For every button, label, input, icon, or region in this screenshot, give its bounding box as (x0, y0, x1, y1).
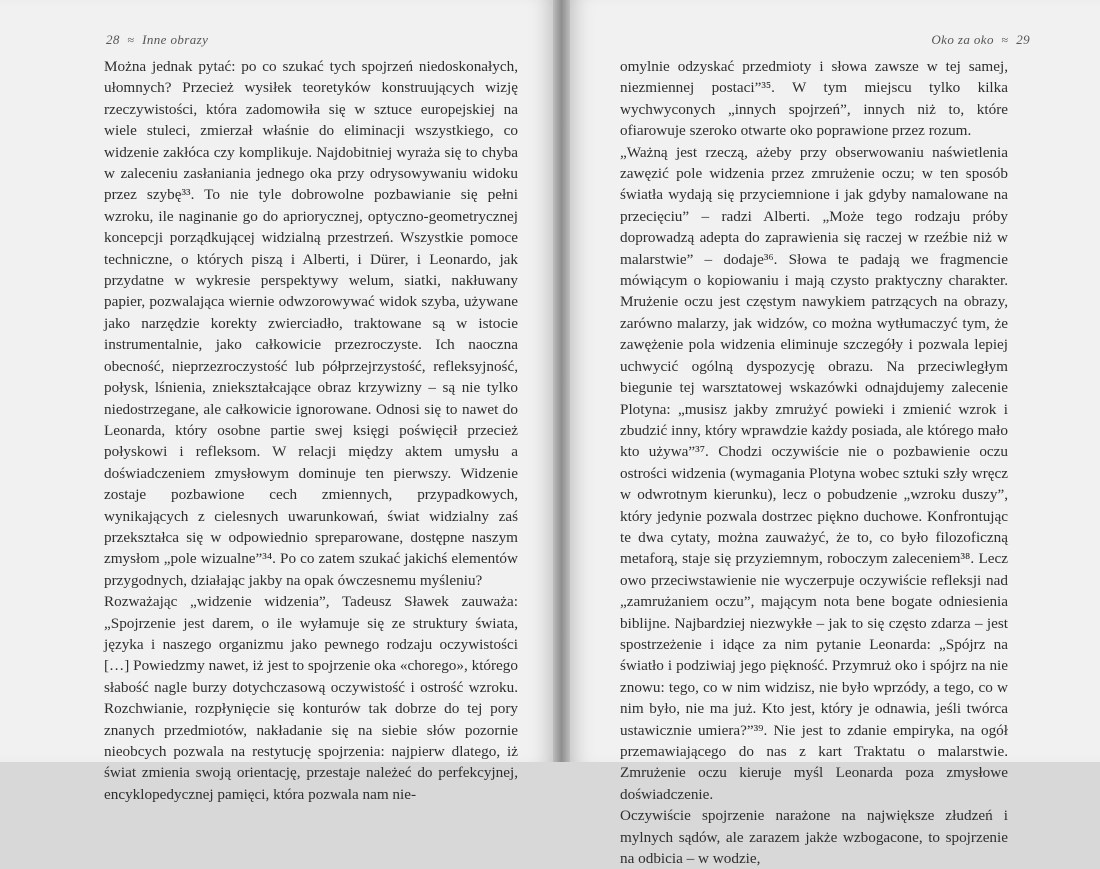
left-page (0, 0, 553, 803)
ornament-icon: ≈ (127, 33, 135, 47)
ornament-icon: ≈ (1001, 33, 1009, 47)
left-page-number: 28 (106, 32, 120, 47)
paragraph: Rozważając „widzenie widzenia”, Tadeusz Sławek zauważa: „Spojrzenie jest darem, o ile wyłamuje się ze struktury świata, języka i naszego organizmu jako pewnego rodzaju oczywistości […] Powiedzmy nawet, iż jest to spojrzenie oka «chorego», którego słabość nagle burzy dotychczasową oczywistość i ostrość wzroku. Rozchwianie, rozpłynięcie się konturów tak dobrze do tej pory znanych przedmiotów, nakładanie się na siebie słów pozornie nieobcych pozwala na restytucję spojrzenia: najpierw dlatego, iż świat zmienia swoją orientację, przestaje należeć do perfekcyjnej, encyklopedycznej pamięci, która pozwala nam nie- (104, 593, 518, 803)
right-body-text (620, 56, 1008, 869)
paragraph: omylnie odzyskać przedmioty i słowa zawsze w tej samej, niezmiennej postaci”³⁵. W tym miejscu tylko kilka wychwyconych „innych spojrzeń”, innych niż to, które ofiarowuje szeroko otwarte oko poprawione przez rozum. (620, 58, 1008, 140)
paragraph: „Ważną jest rzeczą, ażeby przy obserwowaniu naświetlenia zawęzić pole widzenia przez zmrużenie oczu; w ten sposób światła wydają się przyciemnione i jak gdyby namalowane na przecięciu” – radzi Alberti. „Może tego rodzaju próby doprowadzą adepta do zaprawienia się raczej w rzeźbie niż w malarstwie” – dodaje³⁶. Słowa te padają we fragmencie mówiącym o kopiowaniu i mają czysto praktyczny charakter. Mrużenie oczu jest częstym nawykiem patrzących na obrazy, zarówno malarzy, jak widzów, co można wytłumaczyć tym, że zawężenie pola widzenia eliminuje szczegóły i pozwala lepiej uchwycić ogólną dyspozycję obrazu. Na przeciwległym biegunie tej warsztatowej wskazówki odnajdujemy zalecenie Plotyna: „musisz jakby zmrużyć powieki i zmienić wzrok i zbudzić inny, który wprawdzie każdy posiada, ale którego mało kto używa”³⁷. Chodzi oczywiście nie o pozbawienie oczu ostrości widzenia (wymagania Plotyna wobec sztuki szły wręcz w odwrotnym kierunku), lecz o pobudzenie „wzroku duszy”, który jedynie pozwala dostrzec piękno duchowe. Konfrontując te dwa cytaty, można zauważyć, że to, co było filozoficzną metaforą, staje się przyziemnym, roboczym zaleceniem³⁸. Lecz owo przeciwstawienie nie wyczerpuje oczywiście refleksji nad „zamrużaniem oczu”, mającym nota bene bogate odniesienia biblijne. Najbardziej niezwykłe – jak to się często zdarza – jest spostrzeżenie i idące za nim pytanie Leonarda: „Spójrz na światło i podziwiaj jego piękność. Przymruż oko i spójrz na nie znowu: tego, co w nim widzisz, nie było wprzódy, a tego, co w nim było, nie ma już. Kto jest, który je odnawia, jeśli twórca ustawicznie umiera?”³⁹. Nie jest to zdanie empiryka, na ogół przemawiającego do nas z kart Traktatu o malarstwie. Zmrużenie oczu kieruje myśl Leonarda poza zmysłowe doświadczenie. (620, 143, 1008, 803)
book-gutter (553, 0, 570, 762)
right-header-title: Oko za oko (931, 32, 994, 47)
left-header-title: Inne obrazy (142, 32, 209, 47)
right-page-number: 29 (1016, 32, 1030, 47)
right-page (570, 0, 1100, 868)
left-running-header (106, 32, 208, 48)
right-running-header (931, 32, 1030, 48)
paragraph: Można jednak pytać: po co szukać tych spojrzeń niedoskonałych, ułomnych? Przecież wysiłek teoretyków konstruujących wizję rzeczywistości, która zadomowiła się w sztuce europejskiej na wiele stuleci, zmierzał właśnie do eliminacji wszystkiego, co widzenie zakłóca czy komplikuje. Najdobitniej wyraża się to chyba w zaleceniu zasłaniania jednego oka przy odrysowywaniu widoku przez szybę³³. To nie tyle dobrowolne pozbawianie się pełni wzroku, ile naginanie go do apriorycznej, optyczno-geometrycznej koncepcji porządkującej widzialną przestrzeń. Wszystkie pomoce techniczne, o których piszą i Alberti, i Dürer, i Leonardo, jak przydatne w wykresie perspektywy welum, siatki, nakłuwany papier, pozwalająca wiernie odwzorowywać widok szyba, używane jako narzędzie korekty zwierciadło, traktowane są w istocie instrumentalnie, jako całkowicie przezroczyste. Ich naoczna obecność, nieprzezroczystość lub półprzejrzystość, refleksyjność, połysk, lśnienia, zniekształcające obraz krzywizny – są nie tylko niedostrzegane, ale całkowicie ignorowane. Odnosi się to nawet do Leonarda, który osobne partie swej księgi poświęcił przecież połyskowi i refleksom. W relacji między aktem umysłu a doświadczeniem zmysłowym dominuje ten pierwszy. Widzenie zostaje pozbawione cech zmiennych, przypadkowych, wynikających z cielesnych uwarunkowań, świat widzialny zaś przekształca się w odpowiednio spreparowane, dostępne naszym zmysłom „pole wizualne”³⁴. Po co zatem szukać jakichś elementów przygodnych, działając jakby na opak ówczesnemu myśleniu? (104, 58, 518, 589)
paragraph: Oczywiście spojrzenie narażone na największe złudzeń i mylnych sądów, ale zarazem jakże wzbogacone, to spojrzenie na odbicia – w wodzie, (620, 807, 1008, 868)
left-body-text (104, 56, 518, 805)
